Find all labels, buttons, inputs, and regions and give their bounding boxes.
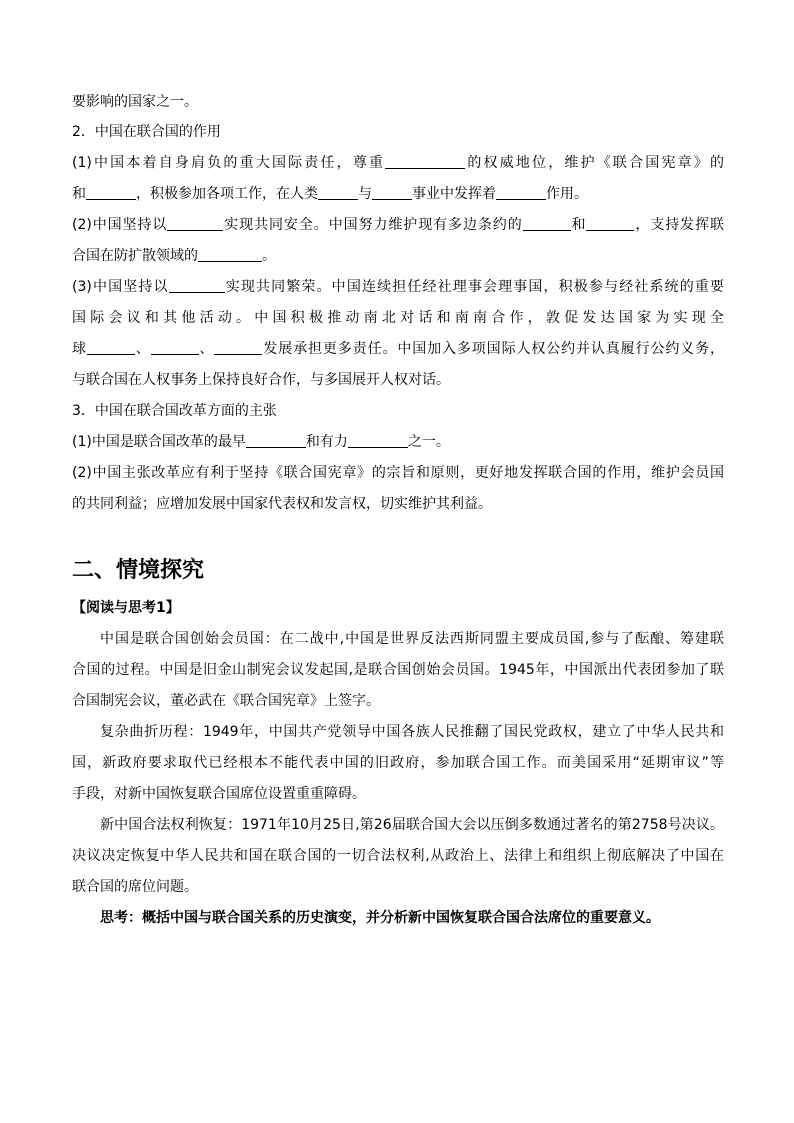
role-item-3-line-1: (3)中国坚持以 实现共同繁荣。中国连续担任经社理事会理事国，积极参与经社系统的重要 (72, 275, 724, 299)
fill-blank[interactable] (151, 338, 199, 355)
para3-line-3: 联合国的席位问题。 (72, 879, 198, 895)
section-title: 二、情境探究 (72, 558, 205, 583)
role-item-2-line-2: 合国在防扩散领域的 。 (72, 244, 724, 268)
heading-un-reform: 3．中国在联合国改革方面的主张 (72, 403, 277, 419)
para1-line-3: 合国制宪会议，董必武在《联合国宪章》上签字。 (72, 693, 380, 709)
role-item-3-line-4: 与联合国在人权事务上保持良好合作，与多国展开人权对话。 (72, 372, 450, 388)
role-item-2-line-1: (2)中国坚持以 实现共同安全。中国努力维护现有多边条约的 和 ，支持发挥联 (72, 213, 724, 237)
heading-china-role: 2．中国在联合国的作用 (72, 124, 221, 140)
para2-line-1: 复杂曲折历程：1949年，中国共产党领导中国各族人民推翻了国民党政权，建立了中华人民共和 (100, 724, 724, 740)
reform-item-1: (1)中国是联合国改革的最早 和有力 之一。 (72, 430, 724, 454)
para1-line-1: 中国是联合国创始会员国：在二战中,中国是世界反法西斯同盟主要成员国,参与了酝酿、筹建联 (100, 631, 724, 647)
think-question: 思考：概括中国与联合国关系的历史演变，并分析新中国恢复联合国合法席位的重要意义。 (100, 910, 660, 926)
fill-blank[interactable] (198, 245, 262, 262)
role-item-1-line-2: 和 ，积极参加各项工作，在人类 与 事业中发挥着 作用。 (72, 182, 724, 206)
para2-line-2: 国，新政府要求取代已经根本不能代表中国的旧政府，参加联合国工作。而美国采用“延期审议”等 (72, 755, 724, 771)
fill-blank[interactable] (167, 214, 223, 231)
fill-blank[interactable] (385, 152, 465, 169)
fill-blank[interactable] (318, 183, 358, 200)
reform-item-2-line-1: (2)中国主张改革应有利于坚持《联合国宪章》的宗旨和原则，更好地发挥联合国的作用，维护会员国 (72, 465, 724, 481)
fill-blank[interactable] (87, 338, 135, 355)
para2-line-3: 手段，对新中国恢复联合国席位设置重重障碍。 (72, 786, 366, 802)
para3-line-1: 新中国合法权利恢复：1971年10月25日,第26届联合国大会以压倒多数通过著名的第2758号决议。 (100, 817, 724, 833)
reading-label: 【阅读与思考1】 (72, 600, 180, 616)
fill-blank[interactable] (372, 183, 412, 200)
fill-blank[interactable] (246, 431, 306, 448)
role-item-3-line-2: 国际会议和其他活动。中国积极推动南北对话和南南合作，敦促发达国家为实现全 (72, 310, 724, 326)
continuation-line: 要影响的国家之一。 (72, 94, 198, 110)
fill-blank[interactable] (214, 338, 262, 355)
fill-blank[interactable] (86, 183, 136, 200)
fill-blank[interactable] (586, 214, 634, 231)
role-item-1-line-1: (1)中国本着自身肩负的重大国际责任，尊重 的权威地位，维护《联合国宪章》的 (72, 151, 724, 175)
reform-item-2-line-2: 的共同利益；应增加发展中国家代表权和发言权，切实维护其利益。 (72, 496, 492, 512)
para1-line-2: 合国的过程。中国是旧金山制宪会议发起国,是联合国创始会员国。1945年，中国派出代表团参加了联 (72, 662, 724, 678)
document-page (72, 90, 724, 930)
fill-blank[interactable] (496, 183, 546, 200)
para3-line-2: 决议决定恢复中华人民共和国在联合国的一切合法权利,从政治上、法律上和组织上彻底解决了中国在 (72, 848, 724, 864)
fill-blank[interactable] (169, 276, 225, 293)
fill-blank[interactable] (523, 214, 571, 231)
role-item-3-line-3: 球 、 、 发展承担更多责任。中国加入多项国际人权公约并认真履行公约义务， (72, 337, 724, 361)
fill-blank[interactable] (348, 431, 408, 448)
